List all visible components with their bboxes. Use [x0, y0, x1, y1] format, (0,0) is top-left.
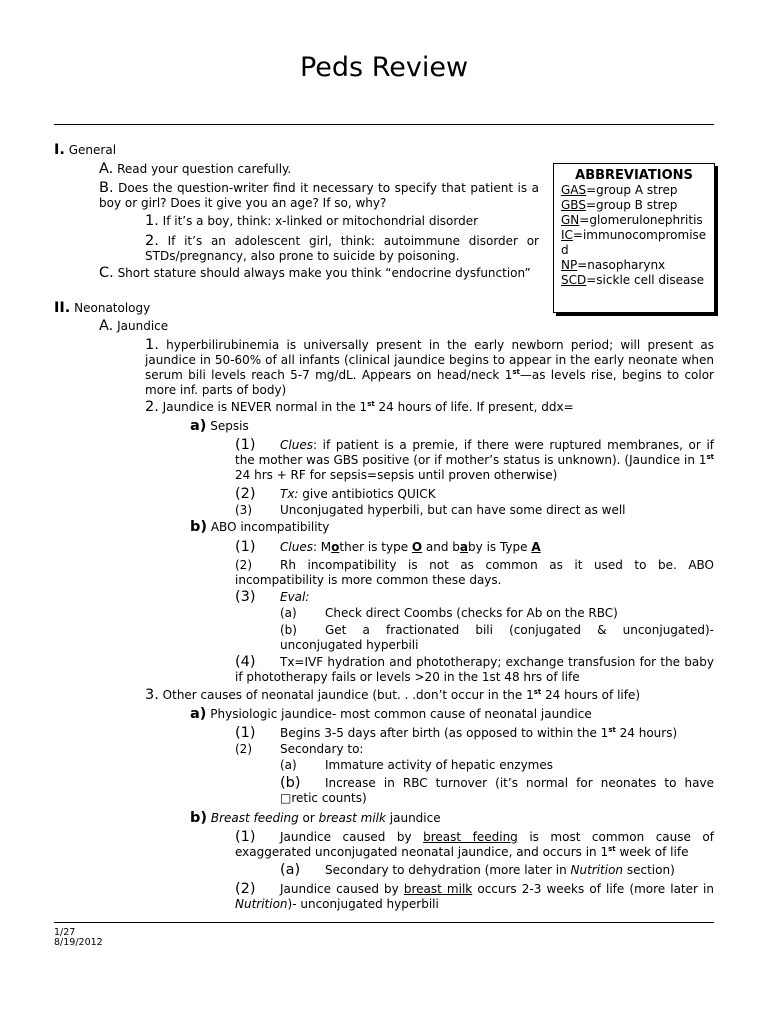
outline-item: b) Breast feeding or breast milk jaundice — [190, 810, 441, 826]
outline-item: (2) Jaundice caused by breast milk occurs 2-3 weeks of life (more later in Nutrition)- unconjugated hyperbili — [235, 881, 714, 911]
outline-item: 2. If it’s an adolescent girl, think: autoimmune disorder or STDs/pregnancy, also prone to suicide by poisoning. — [145, 233, 539, 263]
outline-item: 2. Jaundice is NEVER normal in the 1st 24 hours of life. If present, ddx= — [145, 399, 574, 415]
outline-item: a) Sepsis — [190, 418, 249, 434]
abbreviations-heading: ABBREVIATIONS — [575, 168, 693, 183]
outline-item: 3. Other causes of neonatal jaundice (but. . .don’t occur in the 1st 24 hours of life) — [145, 687, 641, 703]
header-rule — [54, 124, 714, 125]
footer-rule — [54, 922, 714, 923]
outline-item: (3) Unconjugated hyperbili, but can have some direct as well — [235, 503, 626, 517]
outline-item: 1. If it’s a boy, think: x-linked or mitochondrial disorder — [145, 213, 479, 229]
outline-item: A. Jaundice — [99, 318, 169, 334]
outline-item: (2) Rh incompatibility is not as common as it used to be. ABO incompatibility is more common these days. — [235, 558, 714, 587]
outline-item: b) ABO incompatibility — [190, 519, 330, 535]
outline-item: a) Physiologic jaundice- most common cause of neonatal jaundice — [190, 706, 592, 722]
outline-item: A. Read your question carefully. — [99, 161, 292, 177]
outline-item: (3) Eval: — [235, 589, 310, 605]
abbreviations-box — [553, 163, 715, 313]
page-title: Peds Review — [299, 52, 469, 83]
outline-item: (a) Immature activity of hepatic enzymes — [280, 758, 553, 772]
abbr-item: NP=nasopharynx — [561, 258, 666, 272]
outline-item: (b) Increase in RBC turnover (it’s normal for neonates to have □retic counts) — [280, 775, 714, 805]
outline-item: C. Short stature should always make you think “endocrine dysfunction” — [99, 265, 531, 281]
outline-item: (4) Tx=IVF hydration and phototherapy; exchange transfusion for the baby if phototherapy fails or levels >20 in the 1st 48 hrs of life — [235, 654, 714, 684]
abbr-item: GAS=group A strep — [561, 183, 678, 197]
outline-item: 1. hyperbilirubinemia is universally present in the early newborn period; will present as jaundice in 50-60% of all infants (clinical jaundice begins to appear in the early neonate when serum bili levels reach 5-7 mg/dL. Appears on head/neck 1st—as levels rise, begins to color more inf. parts of body) — [145, 337, 714, 397]
outline-item: (2) Secondary to: — [235, 742, 364, 756]
outline-item: (b) Get a fractionated bili (conjugated & unconjugated)- unconjugated hyperbili — [280, 623, 714, 652]
outline-item: (1) Jaundice caused by breast feeding is most common cause of exaggerated unconjugated neonatal jaundice, and occurs in 1st week of life — [235, 829, 714, 859]
outline-item: (1) Clues: if patient is a premie, if there were ruptured membranes, or if the mother was GBS positive (or if mother’s status is unknown). (Jaundice in 1st 24 hrs + RF for sepsis=sepsis until proven otherwise) — [235, 437, 714, 482]
outline-item: (a) Check direct Coombs (checks for Ab on the RBC) — [280, 606, 618, 620]
outline-item: B. Does the question-writer find it necessary to specify that patient is a boy or girl? Does it give you an age? If so, why? — [99, 180, 539, 210]
outline-item: (2) Tx: give antibiotics QUICK — [235, 486, 436, 502]
outline-heading-1: I. General — [54, 142, 117, 158]
outline-heading-2: II. Neonatology — [54, 300, 151, 316]
abbr-item: GN=glomerulonephritis — [561, 213, 703, 227]
outline-item: (1) Clues: Mother is type O and baby is Type A — [235, 539, 541, 555]
abbreviations-list — [554, 183, 714, 288]
abbr-item: SCD=sickle cell disease — [561, 273, 705, 287]
abbr-item: IC=immunocompromised — [561, 228, 707, 257]
outline-item: (a) Secondary to dehydration (more later in Nutrition section) — [280, 862, 675, 878]
outline-item: (1) Begins 3-5 days after birth (as opposed to within the 1st 24 hours) — [235, 725, 678, 741]
footer-page-number: 1/27 — [54, 927, 76, 938]
abbr-item: GBS=group B strep — [561, 198, 678, 212]
footer-date: 8/19/2012 — [54, 937, 103, 948]
